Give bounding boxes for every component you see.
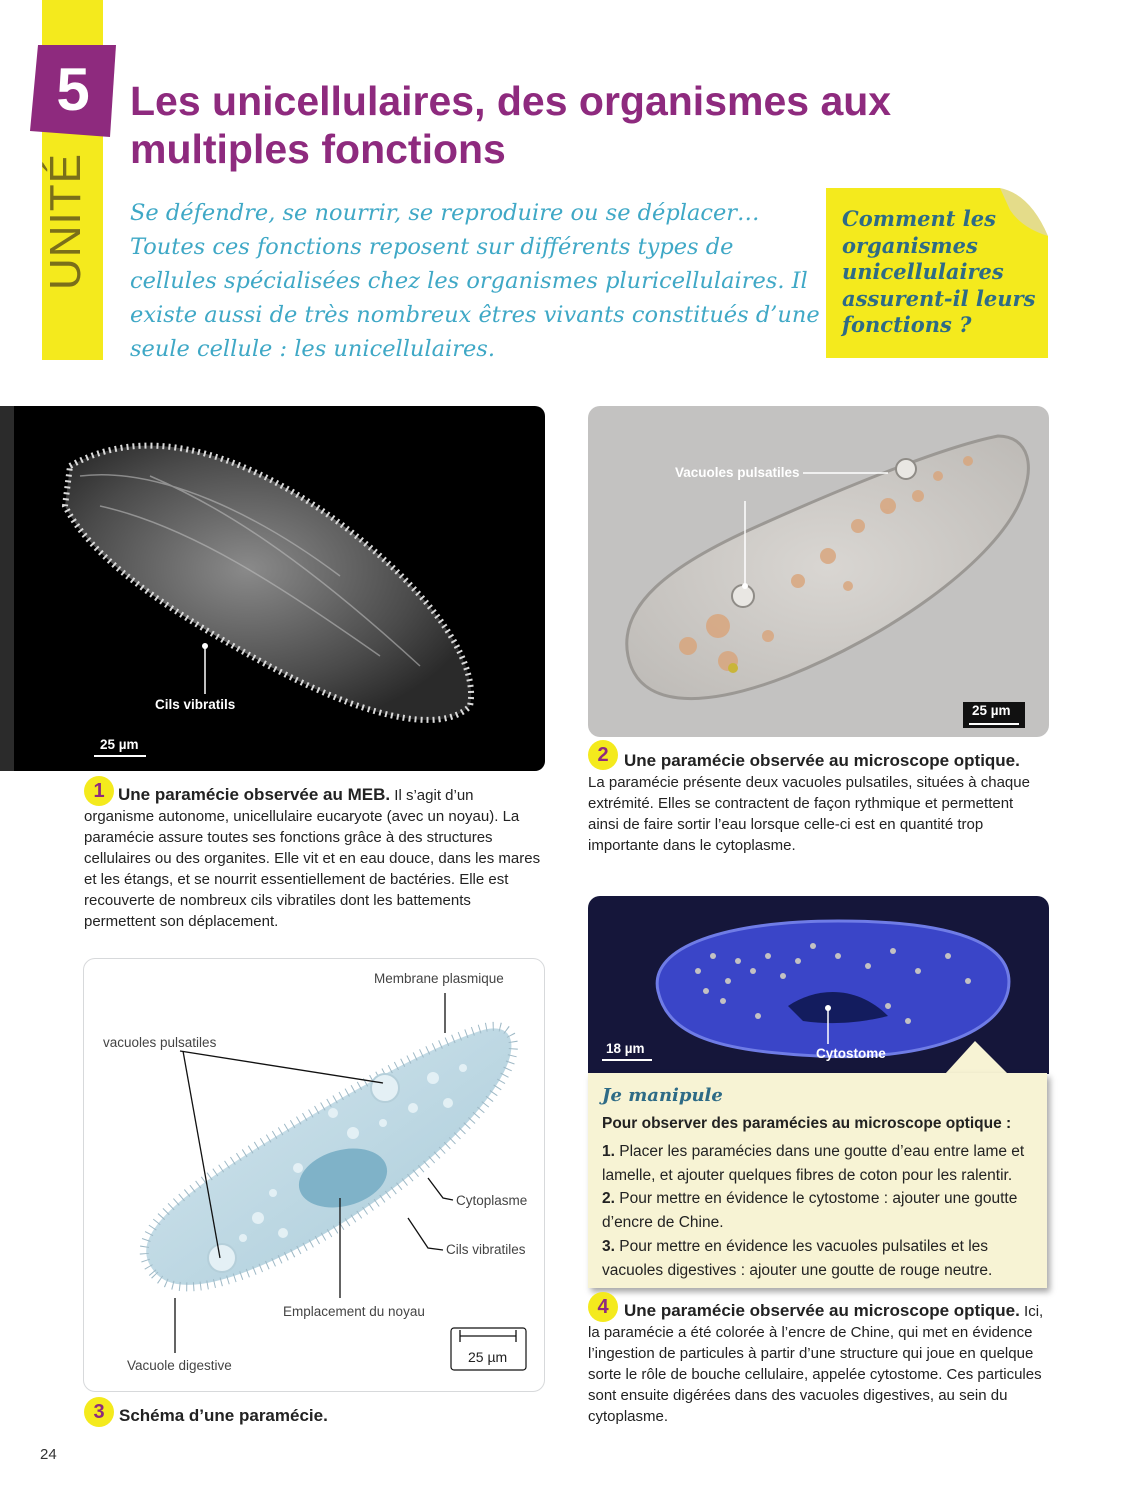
manipulate-step <box>602 1140 1042 1187</box>
unit-word: UNITÉ <box>41 153 90 290</box>
photo-optical-paramecium <box>588 406 1049 737</box>
diagram-scale: 25 µm <box>468 1349 508 1365</box>
doc2-badge: 2 <box>588 740 618 770</box>
paramecium-diagram <box>83 958 545 1392</box>
photo1-label: Cils vibratils <box>155 697 236 712</box>
photo2-label: Vacuoles pulsatiles <box>675 465 800 480</box>
doc3-title: Schéma d’une paramécie. <box>119 1406 328 1425</box>
step-number: 3. <box>602 1238 615 1255</box>
label-cils: Cils vibratiles <box>446 1242 526 1257</box>
photo4-scale: 18 µm <box>606 1041 645 1056</box>
label-noyau: Emplacement du noyau <box>283 1304 425 1319</box>
label-vacuole-digestive: Vacuole digestive <box>127 1358 232 1373</box>
step-text: Pour mettre en évidence les vacuoles pulsatiles et les vacuoles digestives : ajouter une goutte de rouge neutre. <box>602 1238 993 1279</box>
unit-number: 5 <box>56 56 90 123</box>
step-number: 2. <box>602 1190 615 1207</box>
manipulate-step <box>602 1235 1042 1282</box>
doc4-title: Une paramécie observée au microscope optique. <box>624 1301 1020 1320</box>
manipulate-step <box>602 1187 1042 1234</box>
doc2-caption <box>588 750 1033 856</box>
photo-meb-paramecium <box>0 406 545 771</box>
label-cytoplasme: Cytoplasme <box>456 1193 528 1208</box>
page-number: 24 <box>40 1446 57 1463</box>
label-membrane: Membrane plasmique <box>374 971 504 986</box>
photo4-label: Cytostome <box>816 1046 886 1061</box>
doc4-badge: 4 <box>588 1292 618 1322</box>
doc2-title: Une paramécie observée au microscope optique. <box>624 751 1020 770</box>
step-text: Placer les paramécies dans une goutte d’eau entre lame et lamelle, et ajouter quelques fibres de coton pour les ralentir. <box>602 1143 1025 1184</box>
photo2-scale: 25 µm <box>972 703 1011 718</box>
step-number: 1. <box>602 1143 615 1160</box>
doc2-text: La paramécie présente deux vacuoles pulsatiles, situées à chaque extrémité. Elles se contractent de façon rythmique et permettent ainsi de faire sortir l’eau lorsque celle-ci est en quantité trop importante dans le cytoplasme. <box>588 774 1030 854</box>
photo1-scale: 25 µm <box>100 737 139 752</box>
doc1-caption <box>84 784 544 932</box>
manipulate-intro: Pour observer des paramécies au microscope optique : <box>602 1115 1012 1132</box>
doc4-caption <box>588 1300 1048 1427</box>
step-text: Pour mettre en évidence le cytostome : ajouter une goutte d’encre de Chine. <box>602 1190 1018 1231</box>
page-title: Les unicellulaires, des organismes aux multiples fonctions <box>130 78 892 172</box>
manipulate-heading: Je manipule <box>602 1085 723 1106</box>
doc3-badge: 3 <box>84 1397 114 1427</box>
doc3-caption <box>119 1405 328 1427</box>
label-vacuoles-pulsatiles: vacuoles pulsatiles <box>103 1035 217 1050</box>
question-text: Comment les organismes unicellulaires assurent-il leurs fonctions ? <box>842 206 1036 337</box>
doc1-text: Il s’agit d’un organisme autonome, unicellulaire eucaryote (avec un noyau). La paramécie assure toutes ses fonctions grâce à des structures cellulaires ou des organites. Elle vit et en eau douce, dans les mares et les étangs, et se nourrit essentiellement de bactéries. Elle est recouverte de nombreux cils vibratiles dont les battements permettent son déplacement. <box>84 787 541 930</box>
doc4-text: Ici, la paramécie a été colorée à l’encre de Chine, qui met en évidence l’ingestion de particules à partir d’une structure qui joue en quelque sorte le rôle de bouche cellulaire, appelée cytostome. Ces particules sont ensuite digérées dans des vacuoles digestives, au sein du cytoplasme. <box>588 1303 1044 1425</box>
doc1-title: Une paramécie observée au MEB. <box>118 785 391 804</box>
doc1-badge: 1 <box>84 776 114 806</box>
intro-text: Se défendre, se nourrir, se reproduire ou se déplacer… Toutes ces fonctions reposent sur différents types de cellules spécialisées chez les organismes pluricellulaires. Il existe aussi de très nombreux êtres vivants constitués d’une seule cellule : les unicellulaires. <box>130 200 820 362</box>
